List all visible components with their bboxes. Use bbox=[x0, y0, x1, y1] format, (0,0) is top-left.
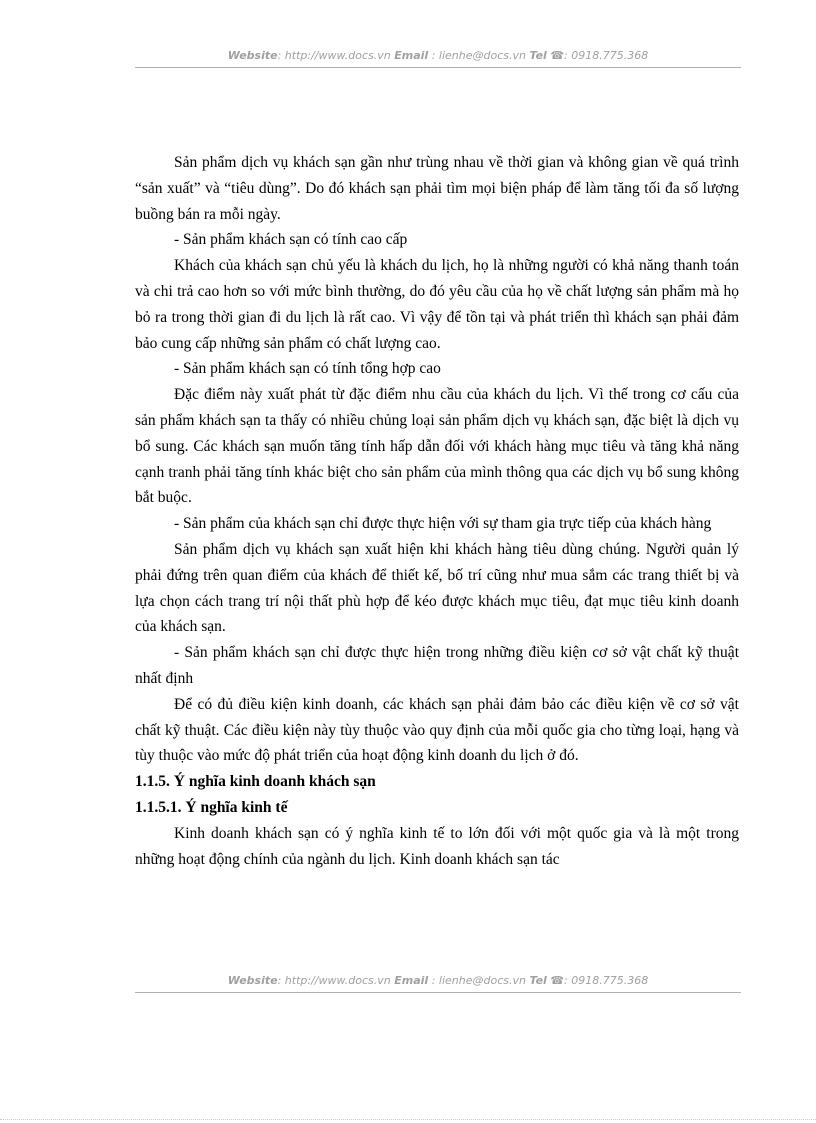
phone-icon: ☎ bbox=[550, 49, 565, 62]
footer-divider bbox=[135, 992, 741, 993]
paragraph: - Sản phẩm của khách sạn chỉ được thực hiện với sự tham gia trực tiếp của khách hàng bbox=[174, 515, 712, 533]
footer-tel-value: : 0918.775.368 bbox=[564, 974, 649, 987]
footer-website-value[interactable]: : http://www.docs.vn bbox=[277, 974, 391, 987]
header-tel-value: : 0918.775.368 bbox=[564, 49, 649, 62]
page-header bbox=[135, 49, 741, 63]
header-divider bbox=[135, 67, 741, 68]
paragraph: - Sản phẩm khách sạn có tính cao cấp bbox=[174, 231, 408, 249]
paragraph: Đặc điểm này xuất phát từ đặc điểm nhu cầu của khách du lịch. Vì thế trong cơ cấu của sản phẩm khách sạn ta thấy có nhiều chủng loại sản phẩm dịch vụ khách sạn, đặc biệt là dịch vụ bổ sung. Các khách sạn muốn tăng tính hấp dẫn đối với khách hàng mục tiêu và tăng khả năng cạnh tranh phải tăng tính khác biệt cho sản phẩm của mình thông qua các dịch vụ bổ sung không bắt buộc. bbox=[135, 386, 739, 507]
header-website-label: Website bbox=[227, 49, 278, 62]
paragraph: Kinh doanh khách sạn có ý nghĩa kinh tế to lớn đối với một quốc gia và là một trong những hoạt động chính của ngành du lịch. Kinh doanh khách sạn tác bbox=[135, 824, 739, 868]
header-website-value[interactable]: : http://www.docs.vn bbox=[277, 49, 391, 62]
paragraph: Khách của khách sạn chủ yếu là khách du lịch, họ là những người có khả năng thanh toán và chi trả cao hơn so với mức bình thường, do đó yêu cầu của họ về chất lượng sản phẩm mà họ bỏ ra trong thời gian đi du lịch là rất cao. Vì vậy để tồn tại và phát triển thì khách sạn phải đảm bảo cung cấp những sản phẩm có chất lượng cao. bbox=[135, 257, 739, 352]
paragraph: Để có đủ điều kiện kinh doanh, các khách sạn phải đảm bảo các điều kiện về cơ sở vật chất kỹ thuật. Các điều kiện này tùy thuộc vào quy định của mỗi quốc gia cho từng loại, hạng và tùy thuộc vào mức độ phát triển của hoạt động kinh doanh du lịch ở đó. bbox=[135, 695, 739, 765]
phone-icon: ☎ bbox=[550, 974, 565, 987]
page-footer bbox=[135, 974, 741, 988]
footer-email-value[interactable]: : lienhe@docs.vn bbox=[431, 974, 526, 987]
page-bottom-border bbox=[0, 1119, 816, 1120]
footer-email-label: Email bbox=[394, 974, 429, 987]
footer-tel-label: Tel bbox=[529, 974, 547, 987]
paragraph: Sản phẩm dịch vụ khách sạn xuất hiện khi khách hàng tiêu dùng chúng. Người quản lý phải đứng trên quan điểm của khách để thiết kế, bố trí cũng như mua sắm các trang thiết bị và lựa chọn cách trang trí nội thất phù hợp để kéo được khách mục tiêu, đạt mục tiêu kinh doanh của khách sạn. bbox=[135, 540, 739, 636]
subsection-heading: 1.1.5.1. Ý nghĩa kinh tế bbox=[135, 798, 288, 816]
header-tel-label: Tel bbox=[529, 49, 547, 62]
section-heading: 1.1.5. Ý nghĩa kinh doanh khách sạn bbox=[135, 773, 376, 791]
header-email-label: Email bbox=[394, 49, 429, 62]
paragraph: Sản phẩm dịch vụ khách sạn gần như trùng nhau về thời gian và không gian về quá trình “sản xuất” và “tiêu dùng”. Do đó khách sạn phải tìm mọi biện pháp để làm tăng tối đa số lượng buồng bán ra mỗi ngày. bbox=[135, 154, 739, 223]
paragraph: - Sản phẩm khách sạn có tính tổng hợp cao bbox=[174, 360, 441, 378]
header-email-value[interactable]: : lienhe@docs.vn bbox=[431, 49, 526, 62]
document-body bbox=[135, 150, 739, 872]
paragraph: - Sản phẩm khách sạn chỉ được thực hiện trong những điều kiện cơ sở vật chất kỹ thuật nhất định bbox=[135, 644, 739, 687]
footer-website-label: Website bbox=[227, 974, 278, 987]
